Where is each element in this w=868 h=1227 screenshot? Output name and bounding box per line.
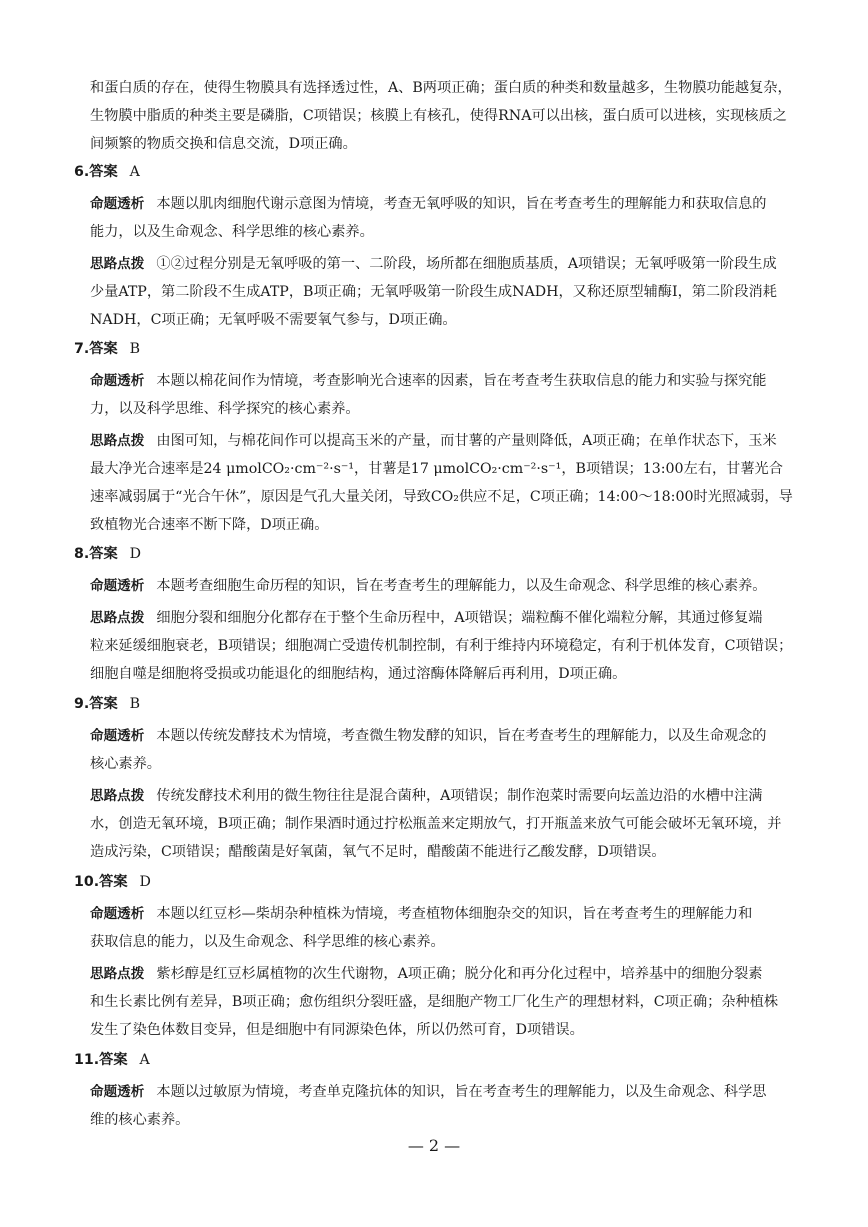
text-line: 和蛋白质的存在，使得生物膜具有选择透过性，A、B两项正确；蛋白质的种类和数量越多，生物膜功能越复杂， — [90, 80, 792, 96]
text-line: 造成污染，C项错误；醋酸菌是好氧菌，氧气不足时，醋酸菌不能进行乙酸发酵，D项错误。 — [90, 844, 666, 860]
text-line: 生物膜中脂质的种类主要是磷脂，C项错误；核膜上有核孔，使得RNA可以出核，蛋白质可以进核，实现核质之 — [90, 108, 787, 124]
text-line: 细胞自噬是细胞将受损或功能退化的细胞结构，通过溶酶体降解后再利用，D项正确。 — [90, 666, 627, 682]
analysis-block — [90, 190, 794, 246]
answer-label: 答案 — [89, 696, 118, 712]
text-line: 获取信息的能力，以及生命观念、科学思维的核心素养。 — [90, 934, 445, 950]
answer-line — [74, 868, 794, 896]
text-line: 和生长素比例有差异，B项正确；愈伤组织分裂旺盛，是细胞产物工厂化生产的理想材料，C项正确；杂种植株 — [90, 994, 779, 1010]
question-6 — [74, 158, 794, 334]
question-number: 6. — [74, 164, 90, 180]
text-line: 本题以肌肉细胞代谢示意图为情境，考查无氧呼吸的知识，旨在考查考生的理解能力和获取信息的 — [156, 196, 767, 212]
question-number: 10. — [74, 874, 100, 890]
text-line: 本题以传统发酵技术为情境，考查微生物发酵的知识，旨在考查考生的理解能力，以及生命观念的 — [156, 728, 767, 744]
analysis-block — [90, 1078, 794, 1134]
analysis-label: 命题透析 — [90, 578, 145, 594]
analysis-label: 命题透析 — [90, 1084, 145, 1100]
answer-letter: D — [139, 874, 151, 890]
hint-block — [90, 250, 794, 334]
answer-label: 答案 — [99, 1052, 128, 1068]
text-line: 细胞分裂和细胞分化都存在于整个生命历程中，A项错误；端粒酶不催化端粒分解，其通过修复端 — [156, 610, 763, 626]
text-line: 力，以及科学思维、科学探究的核心素养。 — [90, 401, 360, 417]
text-line: 能力，以及生命观念、科学思维的核心素养。 — [90, 224, 374, 240]
text-line: 少量ATP，第二阶段不生成ATP，B项正确；无氧呼吸第一阶段生成NADH，又称还原型辅酶Ⅰ，第二阶段消耗 — [90, 284, 777, 300]
text-line: 紫杉醇是红豆杉属植物的次生代谢物，A项正确；脱分化和再分化过程中，培养基中的细胞分裂素 — [156, 966, 763, 982]
answer-letter: A — [129, 164, 140, 180]
text-line: 传统发酵技术利用的微生物往往是混合菌种，A项错误；制作泡菜时需要向坛盖边沿的水槽中注满 — [156, 788, 763, 804]
answer-letter: A — [139, 1052, 150, 1068]
answer-label: 答案 — [89, 164, 118, 180]
intro-paragraph — [90, 74, 794, 158]
text-line: 速率减弱属于“光合午休”，原因是气孔大量关闭，导致CO₂供应不足，C项正确；14:00～18:00时光照减弱，导 — [90, 489, 793, 505]
question-number: 7. — [74, 341, 90, 357]
text-line: 水，创造无氧环境，B项正确；制作果酒时通过拧松瓶盖来定期放气，打开瓶盖来放气可能会破坏无氧环境，并 — [90, 816, 782, 832]
text-line: 致植物光合速率不断下降，D项正确。 — [90, 517, 329, 533]
text-line: 核心素养。 — [90, 756, 161, 772]
text-line: 本题考查细胞生命历程的知识，旨在考查考生的理解能力，以及生命观念、科学思维的核心素养。 — [156, 578, 767, 594]
text-line: 发生了染色体数目变异，但是细胞中有同源染色体，所以仍然可育，D项错误。 — [90, 1022, 584, 1038]
analysis-label: 命题透析 — [90, 728, 145, 744]
question-10 — [74, 868, 794, 1044]
text-line: ①②过程分别是无氧呼吸的第一、二阶段，场所都在细胞质基质，A项错误；无氧呼吸第一阶段生成 — [156, 256, 777, 272]
question-9 — [74, 690, 794, 866]
text-line: 间频繁的物质交换和信息交流，D项正确。 — [90, 136, 357, 152]
hint-block — [90, 782, 794, 866]
question-7 — [74, 335, 794, 539]
analysis-block — [90, 572, 794, 600]
answer-line — [74, 540, 794, 568]
hint-label: 思路点拨 — [90, 788, 145, 804]
analysis-label: 命题透析 — [90, 196, 145, 212]
hint-block — [90, 604, 794, 688]
page-number: — 2 — — [407, 1136, 461, 1155]
text-line: 本题以红豆杉—柴胡杂种植株为情境，考查植物体细胞杂交的知识，旨在考查考生的理解能力和 — [156, 906, 753, 922]
question-number: 9. — [74, 696, 90, 712]
analysis-block — [90, 722, 794, 778]
text-line: NADH，C项正确；无氧呼吸不需要氧气参与，D项正确。 — [90, 312, 457, 328]
text-line: 维的核心素养。 — [90, 1112, 190, 1128]
question-number: 8. — [74, 546, 90, 562]
hint-label: 思路点拨 — [90, 433, 145, 449]
answer-letter: D — [129, 546, 142, 562]
hint-label: 思路点拨 — [90, 966, 145, 982]
answer-label: 答案 — [89, 546, 118, 562]
hint-block — [90, 960, 794, 1044]
analysis-block — [90, 367, 794, 423]
analysis-label: 命题透析 — [90, 373, 145, 389]
question-11 — [74, 1046, 794, 1134]
answer-line — [74, 690, 794, 718]
hint-label: 思路点拨 — [90, 256, 145, 272]
answer-line — [74, 1046, 794, 1074]
answer-letter: B — [129, 341, 141, 357]
analysis-block — [90, 900, 794, 956]
answer-line — [74, 158, 794, 186]
hint-label: 思路点拨 — [90, 610, 145, 626]
hint-block — [90, 427, 794, 539]
question-8 — [74, 540, 794, 688]
answer-label: 答案 — [99, 874, 128, 890]
text-line: 粒来延缓细胞衰老，B项错误；细胞凋亡受遗传机制控制，有利于维持内环境稳定，有利于机体发育，C项错误； — [90, 638, 793, 654]
answer-label: 答案 — [89, 341, 118, 357]
answer-letter: B — [129, 696, 141, 712]
question-number: 11. — [74, 1052, 100, 1068]
text-line: 本题以过敏原为情境，考查单克隆抗体的知识，旨在考查考生的理解能力，以及生命观念、科学思 — [156, 1084, 767, 1100]
answer-line — [74, 335, 794, 363]
text-line: 最大净光合速率是24 μmolCO₂·cm⁻²·s⁻¹，甘薯是17 μmolCO₂·cm⁻²·s⁻¹，B项错误；13:00左右，甘薯光合 — [90, 461, 783, 477]
text-line: 本题以棉花间作为情境，考查影响光合速率的因素，旨在考查考生获取信息的能力和实验与探究能 — [156, 373, 767, 389]
analysis-label: 命题透析 — [90, 906, 145, 922]
text-line: 由图可知，与棉花间作可以提高玉米的产量，而甘薯的产量则降低，A项正确；在单作状态下，玉米 — [156, 433, 777, 449]
